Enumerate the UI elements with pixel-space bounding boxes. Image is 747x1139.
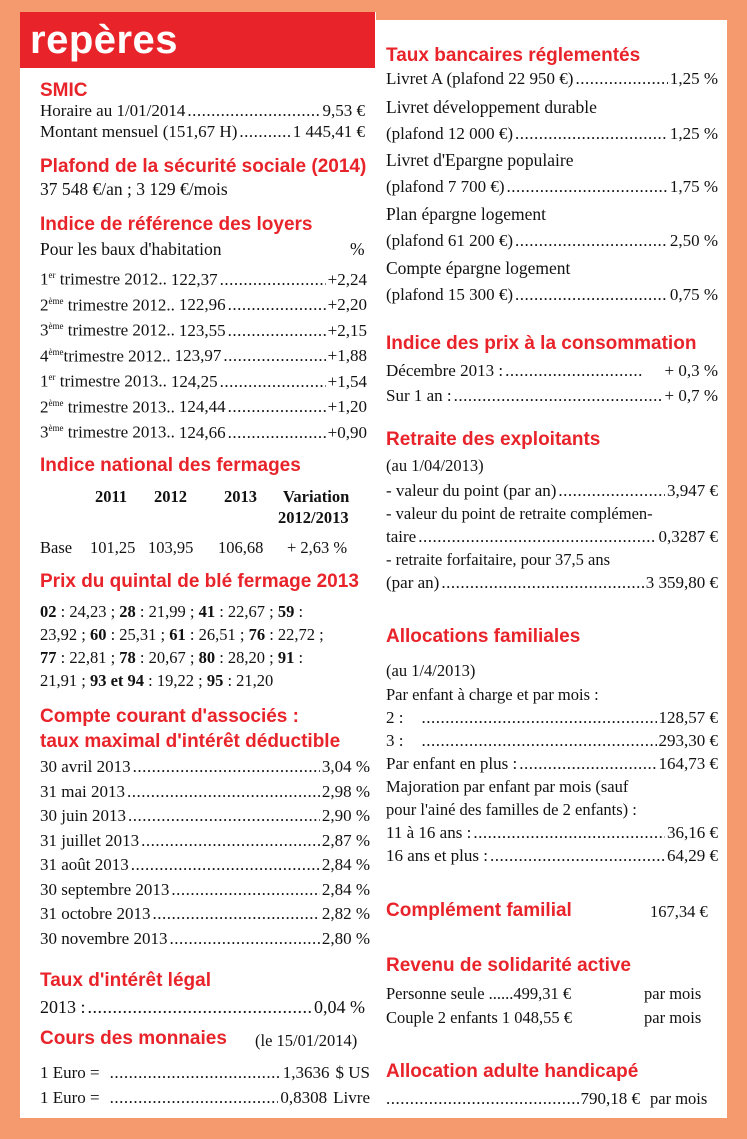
livret-a-value: 1,25 % xyxy=(669,69,718,88)
allocations-more-row xyxy=(386,753,718,775)
ble-department: 61 xyxy=(169,625,186,644)
leader-dots xyxy=(223,345,325,367)
leader-dots xyxy=(141,830,320,852)
ble-department: 28 xyxy=(119,602,136,621)
rsa-seule-label: Personne seule ......499,31 € xyxy=(386,984,572,1003)
irl-row xyxy=(40,417,367,444)
monnaies-date: (le 15/01/2014) xyxy=(255,1031,358,1050)
irl-row-period: trimestre 2012.. xyxy=(63,346,171,366)
allocations-date: (au 1/4/2013) xyxy=(386,661,476,680)
retraite-comp-value: 0,3287 € xyxy=(658,527,718,546)
ble-department: 76 xyxy=(248,625,266,644)
irl-row-label xyxy=(40,315,175,342)
legal-value: 0,04 % xyxy=(314,997,365,1017)
associes-row xyxy=(40,805,370,827)
irl-row xyxy=(40,341,367,368)
smic-monthly-row xyxy=(40,121,365,143)
allocations-three-value: 293,30 € xyxy=(658,731,718,750)
irl-row-index: 124,25 xyxy=(170,371,218,391)
retraite-forf-row xyxy=(386,572,718,594)
allocations-age1-label: 11 à 16 ans : xyxy=(386,823,472,842)
allocations-majoration-1: Majoration par enfant par mois (sauf xyxy=(386,777,629,796)
leader-dots xyxy=(110,1062,281,1084)
aah-unit: par mois xyxy=(650,1089,708,1108)
irl-row-change: +1,20 xyxy=(327,397,367,417)
associes-heading: Compte courant d'associés : xyxy=(40,706,299,727)
rsa-couple-label: Couple 2 enfants 1 048,55 € xyxy=(386,1008,573,1027)
ldd-plafond: (plafond 12 000 €) xyxy=(386,124,514,143)
associes-rate: 3,04 % xyxy=(321,757,370,776)
irl-row-index: 124,44 xyxy=(178,397,226,417)
monnaies-rate: 1,3636 xyxy=(282,1063,330,1082)
fermages-col-variation-years: 2012/2013 xyxy=(278,508,349,527)
retraite-forf-line1: - retraite forfaitaire, pour 37,5 ans xyxy=(386,550,611,569)
leader-dots xyxy=(127,781,320,803)
associes-rate: 2,80 % xyxy=(321,928,370,948)
associes-row xyxy=(40,928,370,950)
monnaies-row xyxy=(40,1087,370,1109)
ble-price: : xyxy=(294,602,304,621)
allocations-age2-value: 64,29 € xyxy=(667,846,718,865)
aah-heading: Allocation adulte handicapé xyxy=(386,1061,639,1082)
ble-department: 93 et 94 xyxy=(89,671,145,690)
irl-row-ordinal-suffix: ème xyxy=(48,397,64,408)
irl-row-period: trimestre 2013.. xyxy=(63,422,175,442)
allocations-age2-label: 16 ans et plus : xyxy=(386,846,488,865)
plafond-heading: Plafond de la sécurité sociale (2014) xyxy=(40,156,367,177)
retraite-point-value: 3,947 € xyxy=(667,481,718,500)
leader-dots xyxy=(110,1087,279,1109)
leader-dots xyxy=(228,320,326,342)
allocations-age1-row xyxy=(386,822,718,844)
leader-dots xyxy=(133,756,320,778)
ble-line xyxy=(40,647,303,669)
irl-row-index: 123,55 xyxy=(178,320,226,340)
irl-row xyxy=(40,290,367,317)
pel-plafond: (plafond 61 200 €) xyxy=(386,231,514,250)
irl-row-change: +1,54 xyxy=(327,371,367,391)
monnaies-row xyxy=(40,1062,370,1084)
associes-date: 31 octobre 2013 xyxy=(40,904,151,923)
associes-subheading: taux maximal d'intérêt déductible xyxy=(40,731,341,752)
livret-a-label: Livret A (plafond 22 950 €) xyxy=(386,69,574,88)
associes-rate: 2,82 % xyxy=(321,904,370,923)
fermages-col-2013: 2013 xyxy=(224,487,257,506)
associes-rate: 2,84 % xyxy=(321,855,370,874)
associes-row xyxy=(40,879,370,901)
conso-year-value: + 0,7 % xyxy=(664,386,718,405)
irl-row xyxy=(40,392,367,419)
ble-price: : 24,23 ; xyxy=(56,602,120,621)
fermages-2011-value: 101,25 xyxy=(90,538,136,557)
associes-row xyxy=(40,756,370,778)
fermages-2013-value: 106,68 xyxy=(218,538,264,557)
cel-label: Compte épargne logement xyxy=(386,258,571,278)
allocations-three-label: 3 : xyxy=(386,731,404,750)
ble-department: 41 xyxy=(198,602,216,621)
irl-row-ordinal-suffix: er xyxy=(48,270,56,280)
smic-monthly-label: Montant mensuel (151,67 H) xyxy=(40,122,238,141)
associes-date: 30 novembre 2013 xyxy=(40,928,168,948)
irl-row-change: +0,90 xyxy=(327,422,367,442)
fermages-heading: Indice national des fermages xyxy=(40,455,301,476)
lep-row xyxy=(386,176,718,198)
irl-row-ordinal: 1 xyxy=(40,371,49,391)
smic-heading: SMIC xyxy=(40,80,88,101)
irl-row-label xyxy=(40,290,175,317)
monnaies-rate: 0,8308 xyxy=(280,1088,328,1107)
monnaies-label: 1 Euro = xyxy=(40,1088,100,1107)
fermages-base-label: Base xyxy=(40,538,73,557)
allocations-two-row xyxy=(386,707,718,729)
complement-heading: Complément familial xyxy=(386,900,572,921)
ble-price: : xyxy=(294,648,304,667)
irl-row xyxy=(40,264,367,291)
associes-rate: 2,90 % xyxy=(321,806,370,825)
livret-a-row xyxy=(386,68,718,90)
allocations-age2-row xyxy=(386,845,718,867)
fermages-2012-value: 103,95 xyxy=(148,538,194,557)
allocations-more-value: 164,73 € xyxy=(658,754,718,773)
ble-price: : 20,67 ; xyxy=(135,648,199,667)
ble-department: 95 xyxy=(206,671,224,690)
associes-date: 31 juillet 2013 xyxy=(40,830,140,850)
irl-row-ordinal-suffix: ème xyxy=(48,346,64,357)
aah-value: 790,18 € xyxy=(580,1089,640,1108)
legal-heading: Taux d'intérêt légal xyxy=(40,970,211,991)
conso-heading: Indice des prix à la consommation xyxy=(386,333,697,354)
ble-price: : 28,20 ; xyxy=(215,648,278,667)
cel-row xyxy=(386,284,718,306)
irl-row-period: trimestre 2012.. xyxy=(55,269,167,289)
retraite-comp-row xyxy=(386,526,718,548)
conso-year-label: Sur 1 an : xyxy=(386,386,452,405)
bancaires-heading: Taux bancaires réglementés xyxy=(386,45,641,66)
plafond-text: 37 548 €/an ; 3 129 €/mois xyxy=(40,179,228,199)
ble-price: 23,92 ; xyxy=(40,625,90,644)
rsa-couple-unit: par mois xyxy=(644,1008,702,1027)
leader-dots xyxy=(228,422,326,444)
fermages-col-variation: Variation xyxy=(283,487,350,506)
irl-row-label xyxy=(40,366,167,393)
ble-department: 91 xyxy=(277,648,295,667)
conso-dec-label: Décembre 2013 : xyxy=(386,361,504,380)
ble-line xyxy=(40,601,303,623)
pel-label: Plan épargne logement xyxy=(386,204,547,224)
allocations-two-label: 2 : xyxy=(386,708,404,727)
aah-row xyxy=(386,1088,640,1110)
cel-value: 0,75 % xyxy=(669,285,718,304)
pel-value: 2,50 % xyxy=(669,231,718,250)
fermages-col-2011: 2011 xyxy=(95,487,128,506)
ble-department: 02 xyxy=(40,602,57,621)
ble-price: 21,91 ; xyxy=(40,671,90,690)
ble-line xyxy=(40,624,324,646)
associes-row xyxy=(40,781,370,803)
ble-price: : 21,20 xyxy=(223,671,274,690)
monnaies-unit: Livre xyxy=(333,1088,370,1107)
allocations-three-row xyxy=(386,730,718,752)
retraite-point-label: - valeur du point (par an) xyxy=(386,481,557,500)
retraite-forf-value: 3 359,80 € xyxy=(645,573,718,592)
irl-intro: Pour les baux d'habitation xyxy=(40,239,222,259)
associes-row xyxy=(40,903,370,925)
irl-row-ordinal: 2 xyxy=(40,397,49,417)
associes-date: 30 juin 2013 xyxy=(40,806,126,825)
irl-row-ordinal-suffix: ème xyxy=(48,321,64,331)
irl-row-change: +2,24 xyxy=(327,269,367,289)
allocations-more-label: Par enfant en plus : xyxy=(386,754,518,773)
ble-line xyxy=(40,670,273,692)
monnaies-unit: $ US xyxy=(335,1063,370,1082)
lep-label: Livret d'Epargne populaire xyxy=(386,150,574,170)
irl-row-ordinal: 1 xyxy=(40,269,49,289)
associes-date: 30 septembre 2013 xyxy=(40,879,170,899)
legal-row xyxy=(40,996,365,1018)
leader-dots xyxy=(169,928,319,950)
leader-dots xyxy=(171,879,319,901)
irl-row-ordinal: 3 xyxy=(40,422,49,442)
lep-plafond: (plafond 7 700 €) xyxy=(386,177,505,196)
leader-dots xyxy=(228,396,326,418)
smic-hourly-value: 9,53 € xyxy=(322,101,365,120)
smic-monthly-value: 1 445,41 € xyxy=(292,122,365,141)
pel-row xyxy=(386,230,718,252)
irl-row-ordinal-suffix: ème xyxy=(48,295,64,306)
page-title: repères xyxy=(30,18,179,62)
lep-value: 1,75 % xyxy=(669,177,718,196)
associes-rate: 2,84 % xyxy=(321,879,370,899)
ble-price: : 22,72 ; xyxy=(265,625,324,644)
conso-year-row xyxy=(386,385,718,407)
irl-row-period: trimestre 2012.. xyxy=(63,295,175,315)
monnaies-heading: Cours des monnaies xyxy=(40,1028,227,1049)
retraite-comp-label: taire xyxy=(386,527,417,546)
allocations-heading: Allocations familiales xyxy=(386,626,581,647)
ble-price: : 22,81 ; xyxy=(56,648,120,667)
associes-row xyxy=(40,830,370,852)
legal-label: 2013 : xyxy=(40,997,86,1017)
ble-price: : 19,22 ; xyxy=(144,671,207,690)
leader-dots xyxy=(128,805,320,827)
ldd-row xyxy=(386,123,718,145)
smic-hourly-row xyxy=(40,100,365,122)
fermages-variation-value: + 2,63 % xyxy=(287,538,348,557)
rsa-heading: Revenu de solidarité active xyxy=(386,955,631,976)
irl-row-change: +2,15 xyxy=(327,320,367,340)
irl-row-ordinal-suffix: ème xyxy=(48,423,64,433)
irl-row-label xyxy=(40,264,167,291)
ble-department: 60 xyxy=(89,625,107,644)
irl-row-index: 123,97 xyxy=(174,346,222,366)
leader-dots xyxy=(220,371,326,393)
irl-row xyxy=(40,315,367,342)
irl-row-index: 124,66 xyxy=(178,422,226,442)
ble-department: 80 xyxy=(198,648,216,667)
associes-date: 31 mai 2013 xyxy=(40,781,125,801)
irl-row-ordinal: 2 xyxy=(40,295,49,315)
ble-heading: Prix du quintal de blé fermage 2013 xyxy=(40,571,359,592)
cel-plafond: (plafond 15 300 €) xyxy=(386,285,514,304)
associes-date: 31 août 2013 xyxy=(40,855,129,874)
allocations-majoration-2: pour l'ainé des familles de 2 enfants) : xyxy=(386,800,637,819)
ble-price: : 26,51 ; xyxy=(185,625,249,644)
ble-department: 78 xyxy=(119,648,136,667)
associes-rate: 2,87 % xyxy=(321,830,370,850)
irl-row-ordinal: 3 xyxy=(40,320,49,340)
irl-row-index: 122,37 xyxy=(170,269,218,289)
ble-department: 59 xyxy=(277,602,295,621)
retraite-date: (au 1/04/2013) xyxy=(386,456,484,475)
ldd-value: 1,25 % xyxy=(669,124,718,143)
irl-row-label xyxy=(40,341,171,368)
conso-dec-value: + 0,3 % xyxy=(664,361,718,380)
irl-row-period: trimestre 2013.. xyxy=(55,371,167,391)
irl-row-label xyxy=(40,417,175,444)
irl-row-label xyxy=(40,392,175,419)
allocations-two-value: 128,57 € xyxy=(658,708,718,727)
complement-value: 167,34 € xyxy=(650,902,708,921)
retraite-heading: Retraite des exploitants xyxy=(386,429,601,450)
leader-dots xyxy=(220,269,326,291)
title-tab xyxy=(20,12,375,68)
retraite-forf-label: (par an) xyxy=(386,573,440,592)
associes-rate: 2,98 % xyxy=(321,781,370,801)
leader-dots xyxy=(152,903,319,925)
retraite-comp-line1: - valeur du point de retraite complémen- xyxy=(386,504,653,523)
conso-dec-row xyxy=(386,360,718,382)
irl-row xyxy=(40,366,367,393)
irl-row-ordinal: 4 xyxy=(40,346,49,366)
ble-price: : 22,67 ; xyxy=(215,602,278,621)
monnaies-label: 1 Euro = xyxy=(40,1063,100,1082)
allocations-age1-value: 36,16 € xyxy=(667,823,718,842)
irl-pct: % xyxy=(350,239,365,259)
irl-row-period: trimestre 2013.. xyxy=(63,397,175,417)
fermages-col-2012: 2012 xyxy=(154,487,187,506)
retraite-point-row xyxy=(386,480,718,502)
irl-heading: Indice de référence des loyers xyxy=(40,214,313,235)
irl-row-period: trimestre 2012.. xyxy=(63,320,175,340)
irl-row-change: +2,20 xyxy=(327,295,367,315)
associes-date: 30 avril 2013 xyxy=(40,757,131,776)
allocations-intro: Par enfant à charge et par mois : xyxy=(386,685,599,704)
leader-dots xyxy=(228,294,326,316)
irl-row-ordinal-suffix: er xyxy=(48,372,56,382)
rsa-seule-unit: par mois xyxy=(644,984,702,1003)
associes-row xyxy=(40,854,370,876)
ble-price: : 25,31 ; xyxy=(106,625,170,644)
ldd-label: Livret développement durable xyxy=(386,97,597,117)
irl-row-change: +1,88 xyxy=(327,346,367,366)
smic-hourly-label: Horaire au 1/01/2014 xyxy=(40,101,186,120)
ble-price: : 21,99 ; xyxy=(135,602,199,621)
leader-dots xyxy=(131,854,320,876)
ble-department: 77 xyxy=(40,648,57,667)
irl-row-index: 122,96 xyxy=(178,295,226,315)
